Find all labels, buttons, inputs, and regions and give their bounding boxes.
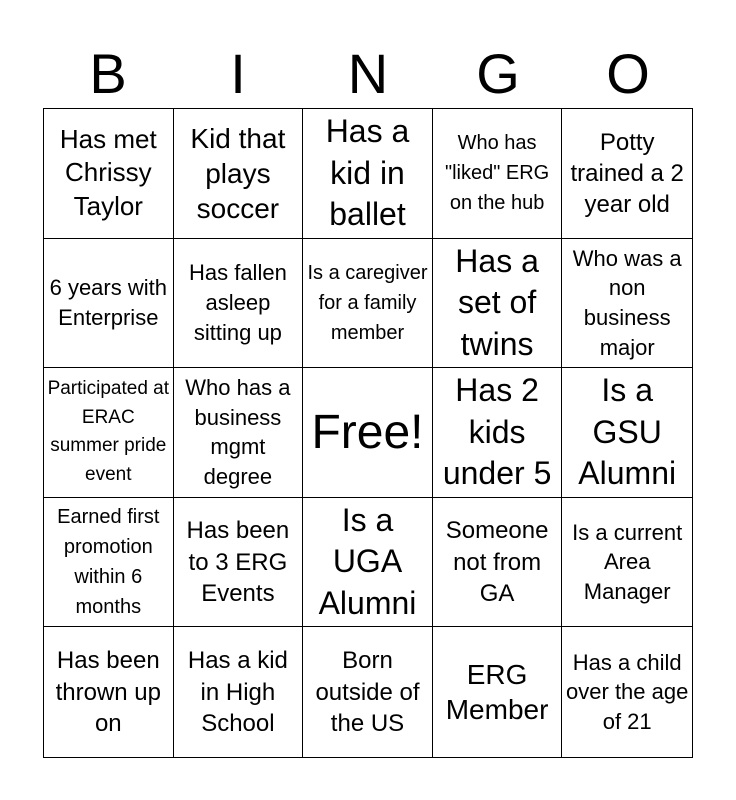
bingo-cell-r1c4[interactable]: Who has "liked" ERG on the hub (433, 109, 563, 239)
header-letter-g: G (476, 42, 520, 105)
bingo-cell-r3c2[interactable]: Who has a business mgmt degree (174, 368, 304, 498)
header-letter-i: I (230, 42, 246, 105)
bingo-cell-r4c1[interactable]: Earned first promotion within 6 months (44, 498, 174, 628)
bingo-cell-r5c1[interactable]: Has been thrown up on (44, 627, 174, 757)
bingo-cell-r2c5[interactable]: Who was a non business major (562, 239, 692, 369)
bingo-cell-r4c2[interactable]: Has been to 3 ERG Events (174, 498, 304, 628)
bingo-card-grid (43, 108, 693, 758)
bingo-cell-r1c3[interactable]: Has a kid in ballet (303, 109, 433, 239)
bingo-cell-r2c2[interactable]: Has fallen asleep sitting up (174, 239, 304, 369)
bingo-cell-r4c5[interactable]: Is a current Area Manager (562, 498, 692, 628)
bingo-cell-r3c5[interactable]: Is a GSU Alumni (562, 368, 692, 498)
header-letter-o: O (606, 42, 650, 105)
bingo-cell-r1c5[interactable]: Potty trained a 2 year old (562, 109, 692, 239)
bingo-header (43, 40, 693, 108)
header-letter-n: N (347, 42, 389, 105)
bingo-cell-r2c3[interactable]: Is a caregiver for a family member (303, 239, 433, 369)
bingo-cell-r4c4[interactable]: Someone not from GA (433, 498, 563, 628)
bingo-cell-free[interactable]: Free! (303, 368, 433, 498)
bingo-cell-r5c5[interactable]: Has a child over the age of 21 (566, 649, 689, 735)
bingo-cell-r3c1[interactable]: Participated at ERAC summer pride event (44, 368, 174, 498)
header-letter-b: B (89, 42, 127, 105)
bingo-cell-r5c4[interactable]: ERG Member (433, 627, 563, 757)
bingo-cell-r5c2[interactable]: Has a kid in High School (174, 627, 304, 757)
bingo-cell-r2c1[interactable]: 6 years with Enterprise (44, 239, 174, 369)
bingo-cell-r1c2[interactable]: Kid that plays soccer (174, 109, 304, 239)
bingo-cell-r3c4[interactable]: Has 2 kids under 5 (433, 368, 563, 498)
bingo-cell-r2c4[interactable]: Has a set of twins (433, 239, 563, 369)
bingo-cell-r5c3[interactable]: Born outside of the US (303, 627, 433, 757)
bingo-cell-r1c1[interactable]: Has met Chrissy Taylor (44, 109, 174, 239)
bingo-cell-r4c3[interactable]: Is a UGA Alumni (303, 498, 433, 628)
